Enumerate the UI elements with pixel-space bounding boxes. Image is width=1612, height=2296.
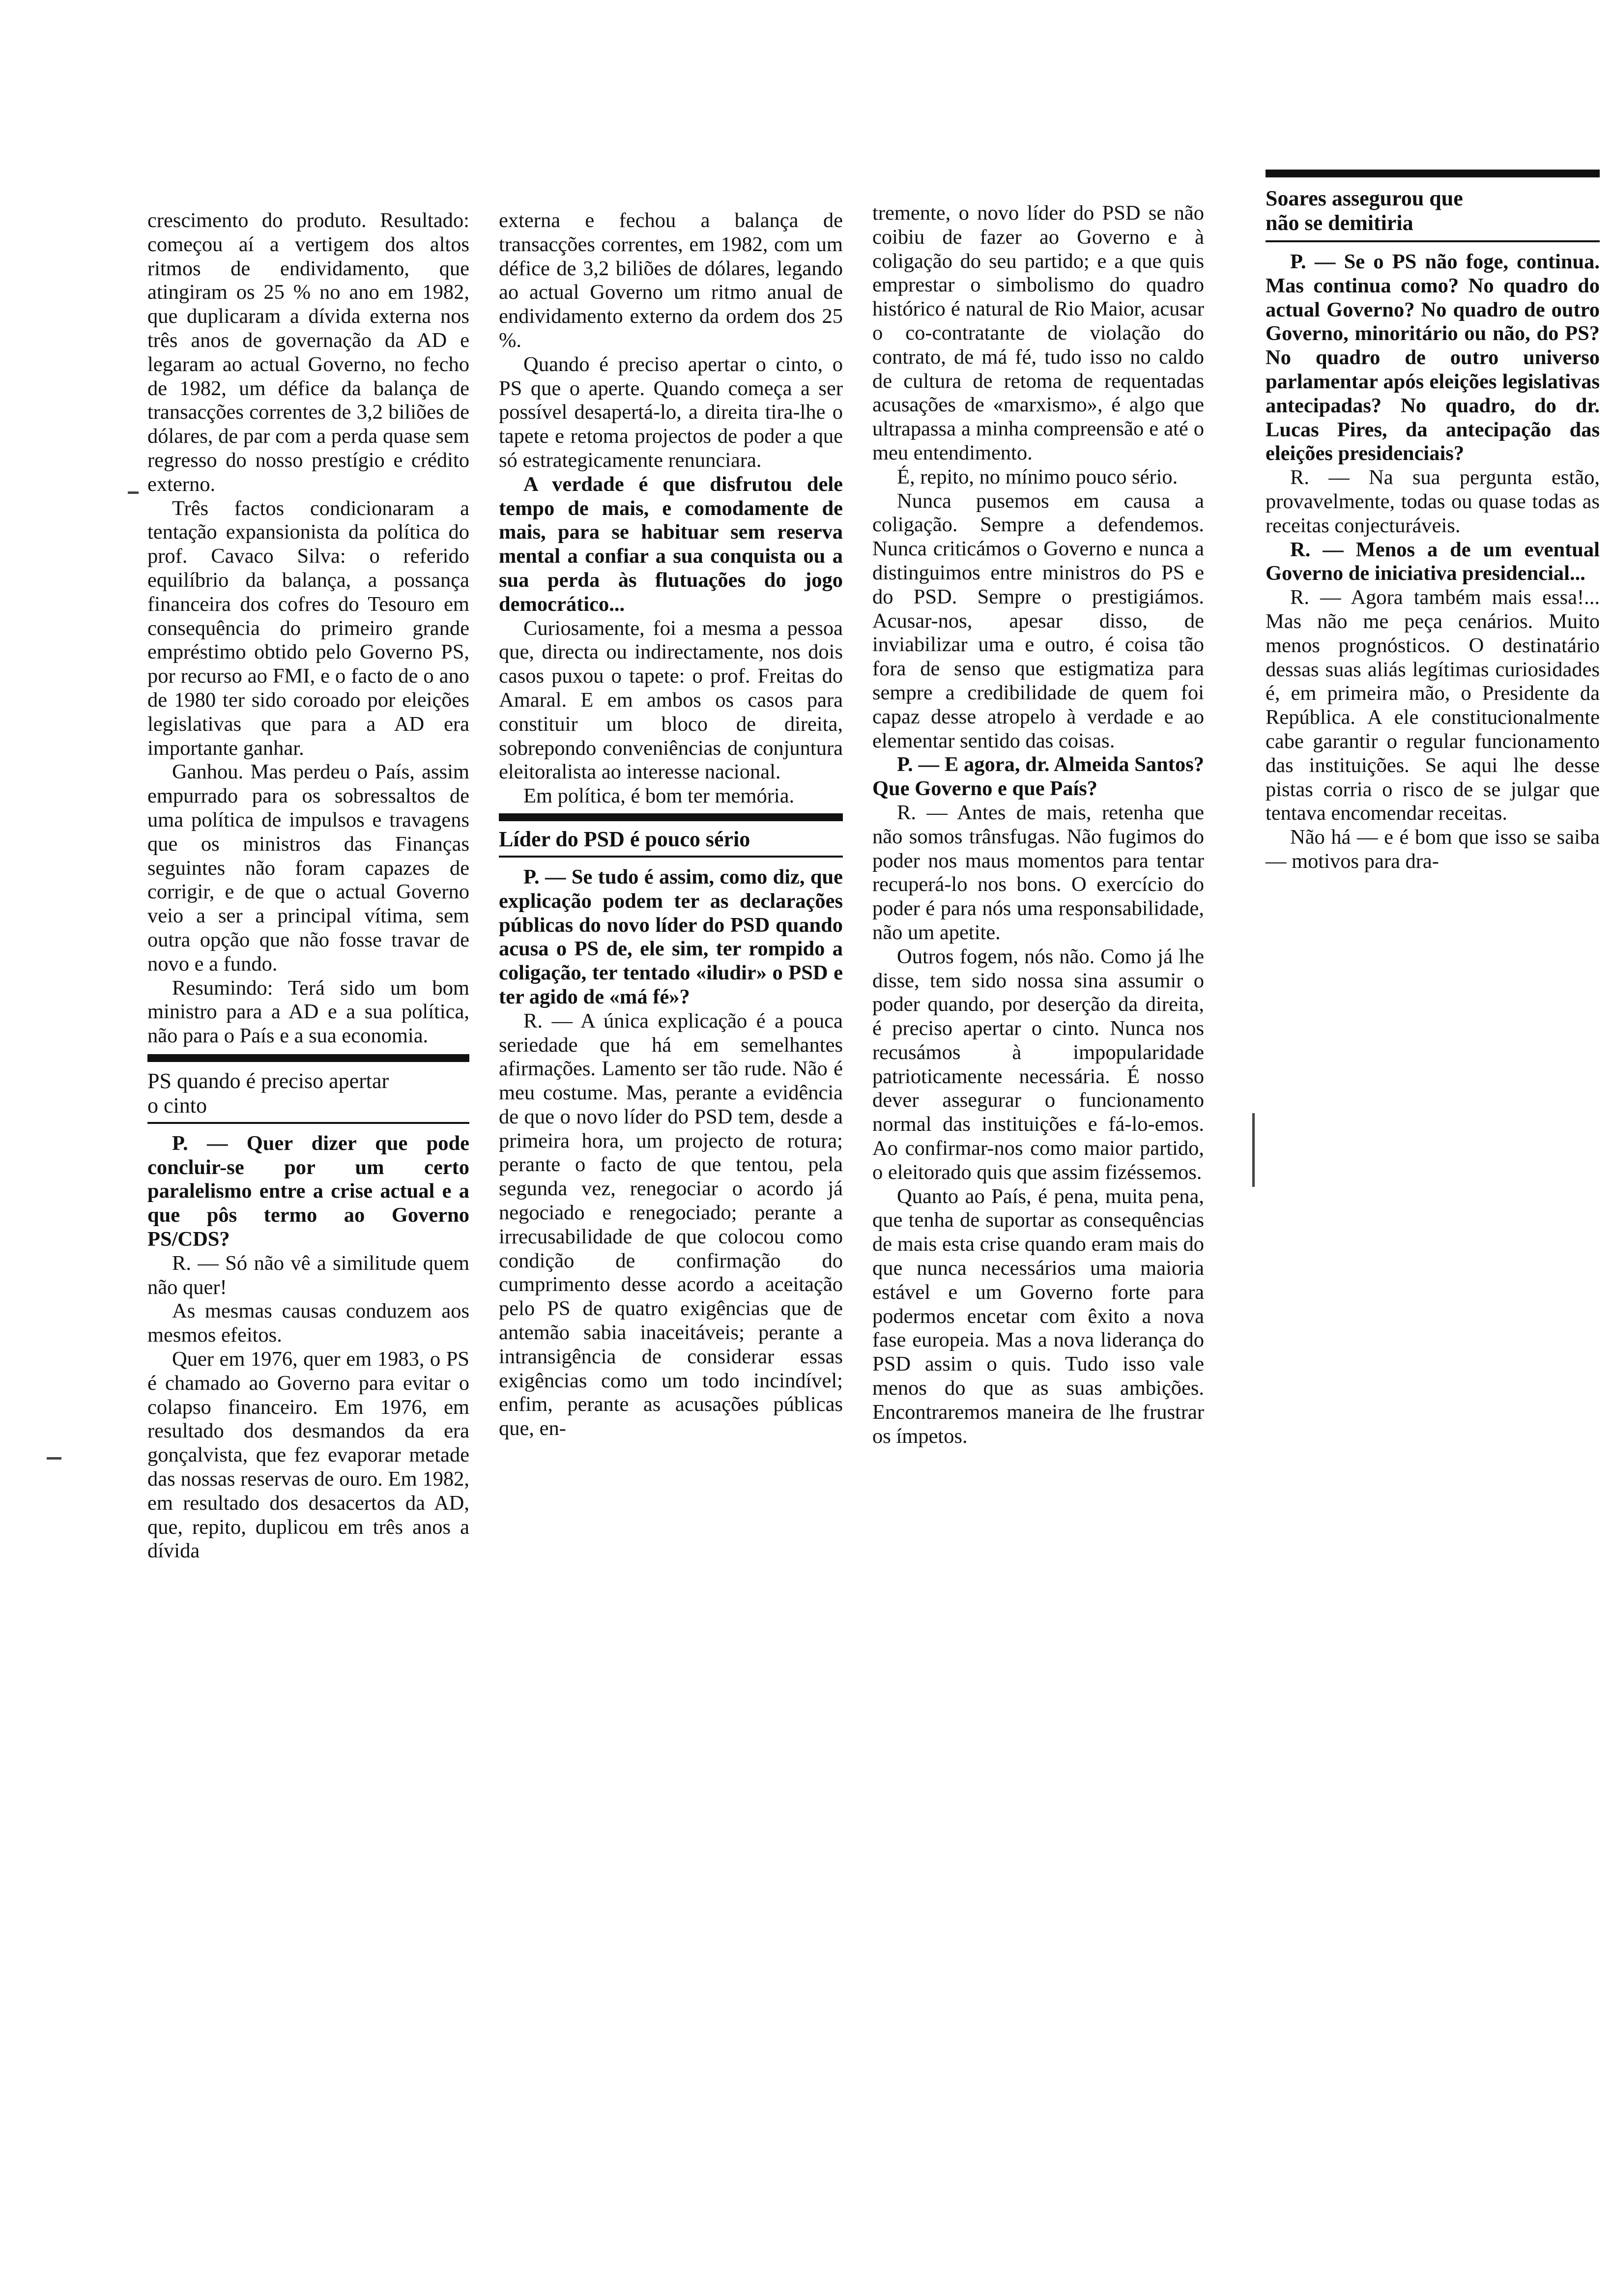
col1-paragraph-6: Quer em 1976, quer em 1983, o PS é chamado ao Governo para evitar o colapso financeiro. Em 1976, em resultado dos desmandos da era gonçalvista, que fez evaporar metade das nossas reservas de ouro. Em 1982, em resultado dos desacertos da AD, que, repito, duplicou em três anos a dívida <box>147 1348 469 1563</box>
subheading-underline <box>147 1122 469 1124</box>
col2-paragraph-2: Quando é preciso apertar o cinto, o PS que o aperte. Quando começa a ser possível desapertá-lo, a direita tira-lhe o tapete e retoma projectos de poder a que só estrategicamente renunciara. <box>499 352 843 472</box>
col1-paragraph-5: As mesmas causas conduzem aos mesmos efeitos. <box>147 1299 469 1347</box>
col4-answer-2: R. — Agora também mais essa!... Mas não me peça cenários. Muito menos prognósticos. O destinatário dessas suas aliás legítimas curiosidades é, em primeira mão, o Presidente da República. A ele constitucionalmente cabe garantir o regular funcionamento das instituições. Se aqui lhe desse pistas corria o risco de se julgar que tentava encomendar receitas. <box>1266 586 1600 825</box>
scan-mark <box>1252 1113 1255 1187</box>
scan-mark <box>128 491 139 494</box>
col2-paragraph-5: Em política, é bom ter memória. <box>523 784 795 808</box>
col2-paragraph-1: externa e fechou a balança de transacções correntes, em 1982, com um défice de 3,2 biliões de dólares, legando ao actual Governo um ritmo anual de endividamento externo da ordem dos 25 %. <box>499 209 843 352</box>
col1-answer-1: R. — Só não vê a similitude quem não quer! <box>147 1251 469 1299</box>
col2-paragraph-3: A verdade é que disfrutou dele tempo de mais, e comodamente de mais, para se habituar sem reserva mental a confiar a sua conquista ou a sua perda às flutuações do jogo democrático... <box>499 472 843 616</box>
col3-question-1: P. — E agora, dr. Almeida Santos? Que Governo e que País? <box>872 753 1204 801</box>
column-4 <box>1266 170 1600 874</box>
col3-paragraph-3: Nunca pusemos em causa a coligação. Sempre a defendemos. Nunca criticámos o Governo e nunca a distinguimos entre ministros do PS e do PSD. Sempre o prestigiámos. Acusar-nos, apesar disso, de inviabilizar uma e outro, é coisa tão fora de senso que estigmatiza para sempre a credibilidade de quem foi capaz desse atropelo à verdade e ao elementar sentido das coisas. <box>872 489 1204 752</box>
col3-paragraph-5: Quanto ao País, é pena, muita pena, que tenha de suportar as consequências de mais esta crise quando eram mais do que nunca necessários uma maioria estável e um Governo forte para podermos encetar com êxito a nova fase europeia. Mas a nova liderança do PSD assim o quis. Tudo isso vale menos do que as suas ambições. Encontraremos maneira de lhe frustrar os ímpetos. <box>872 1184 1204 1448</box>
col1-subheading: PS quando é preciso apertar o cinto <box>147 1068 389 1118</box>
col2-paragraph-4: Curiosamente, foi a mesma a pessoa que, directa ou indirectamente, nos dois casos puxou o tapete: o prof. Freitas do Amaral. E em ambos os casos para constituir um bloco de direita, sobrepondo conveniências de conjuntura eleitoralista ao interesse nacional. <box>499 616 843 784</box>
column-1 <box>147 209 469 1563</box>
col4-answer-1: R. — Na sua pergunta estão, provavelmente, todas ou quase todas as receitas conjecturáveis. <box>1266 466 1600 537</box>
section-divider <box>1266 170 1600 177</box>
col3-paragraph-1: tremente, o novo líder do PSD se não coibiu de fazer ao Governo e à coligação do seu partido; e a que quis emprestar o simbolismo do quadro histórico é natural de Rio Maior, acusar o co-contratante de violação do contrato, de má fé, tudo isso no caldo de cultura de retoma de requentadas acusações de «marxismo», é algo que ultrapassa a minha compreensão e até o meu entendimento. <box>872 201 1204 464</box>
col1-question-1: P. — Quer dizer que pode concluir-se por um certo paralelismo entre a crise actual e a que pôs termo ao Governo PS/CDS? <box>147 1131 469 1251</box>
col4-subheading: Soares assegurou que não se demitiria <box>1266 186 1463 235</box>
col2-answer-1: R. — A única explicação é a pouca seriedade que há em semelhantes afirmações. Lamento ser tão rude. Não é meu costume. Mas, perante a evidência de que o novo líder do PSD tem, desde a primeira hora, um projecto de rotura; perante o facto de que tentou, pela segunda vez, renegociar o acordo já negociado e renegociado; perante a irrecusabilidade de que colocou como condição de confirmação do cumprimento desse acordo a aceitação pelo PS de quatro exigências que de antemão sabia inaceitáveis; perante a intransigência de considerar essas exigências como um todo incindível; enfim, perante as acusações públicas que, en- <box>499 1009 843 1440</box>
col2-question-1: P. — Se tudo é assim, como diz, que explicação podem ter as declarações públicas do novo líder do PSD quando acusa o PS de, ele sim, ter rompido a coligação, ter tentado «iludir» o PSD e ter agido de «má fé»? <box>499 865 843 1008</box>
subheading-underline <box>499 856 843 858</box>
col4-question-1: P. — Se o PS não foge, continua. Mas continua como? No quadro do actual Governo? No quadro de outro Governo, minoritário ou não, do PS? No quadro de outro universo parlamentar após eleições legislativas antecipadas? No quadro, do dr. Lucas Pires, da antecipação das eleições presidenciais? <box>1266 250 1600 465</box>
subheading-underline <box>1266 240 1600 242</box>
col2-subheading: Líder do PSD é pouco sério <box>499 827 750 851</box>
col4-question-2: R. — Menos a de um eventual Governo de iniciativa presidencial... <box>1266 538 1600 585</box>
column-2 <box>499 209 843 1441</box>
column-3 <box>872 201 1204 1448</box>
col3-paragraph-2: É, repito, no mínimo pouco sério. <box>897 465 1178 488</box>
section-divider <box>147 1054 469 1062</box>
col3-answer-1: R. — Antes de mais, retenha que não somos trânsfugas. Não fugimos do poder nos maus momentos para tentar recuperá-lo nos bons. O exercício do poder é para nós uma responsabilidade, não um apetite. <box>872 801 1204 944</box>
col1-paragraph-1: crescimento do produto. Resultado: começou aí a vertigem dos altos ritmos de endividamento, que atingiram os 25 % no ano em 1982, que duplicaram a dívida externa nos três anos de governação da AD e legaram ao actual Governo, no fecho de 1982, um défice da balança de transacções correntes de 3,2 biliões de dólares, de par com a perda quase sem regresso do nosso prestígio e crédito externo. <box>147 209 469 496</box>
scan-mark <box>47 1457 61 1460</box>
section-divider <box>499 813 843 821</box>
col1-paragraph-2: Três factos condicionaram a tentação expansionista da política do prof. Cavaco Silva: o referido equilíbrio da balança, a possança financeira dos cofres do Tesouro em consequência do primeiro grande empréstimo obtido pelo Governo PS, por recurso ao FMI, e o facto de o ano de 1980 ter sido coroado por eleições legislativas que para a AD era importante ganhar. <box>147 496 469 760</box>
col4-paragraph-1: Não há — e é bom que isso se saiba — motivos para dra- <box>1266 826 1600 873</box>
col1-paragraph-3: Ganhou. Mas perdeu o País, assim empurrado para os sobressaltos de uma política de impulsos e travagens que os ministros das Finanças seguintes não foram capazes de corrigir, e de que o actual Governo veio a ser a principal vítima, sem outra opção que não fosse travar de novo e a fundo. <box>147 760 469 976</box>
col1-paragraph-4: Resumindo: Terá sido um bom ministro para a AD e a sua política, não para o País e a sua economia. <box>147 976 469 1048</box>
col3-paragraph-4: Outros fogem, nós não. Como já lhe disse, tem sido nossa sina assumir o poder quando, por deserção da direita, é preciso apertar o cinto. Nunca nos recusámos à impopularidade patrioticamente necessária. É nosso dever assegurar o funcionamento normal das instituições e fá-lo-emos. Ao confirmar-nos como maior partido, o eleitorado quis que assim fizéssemos. <box>872 945 1204 1184</box>
